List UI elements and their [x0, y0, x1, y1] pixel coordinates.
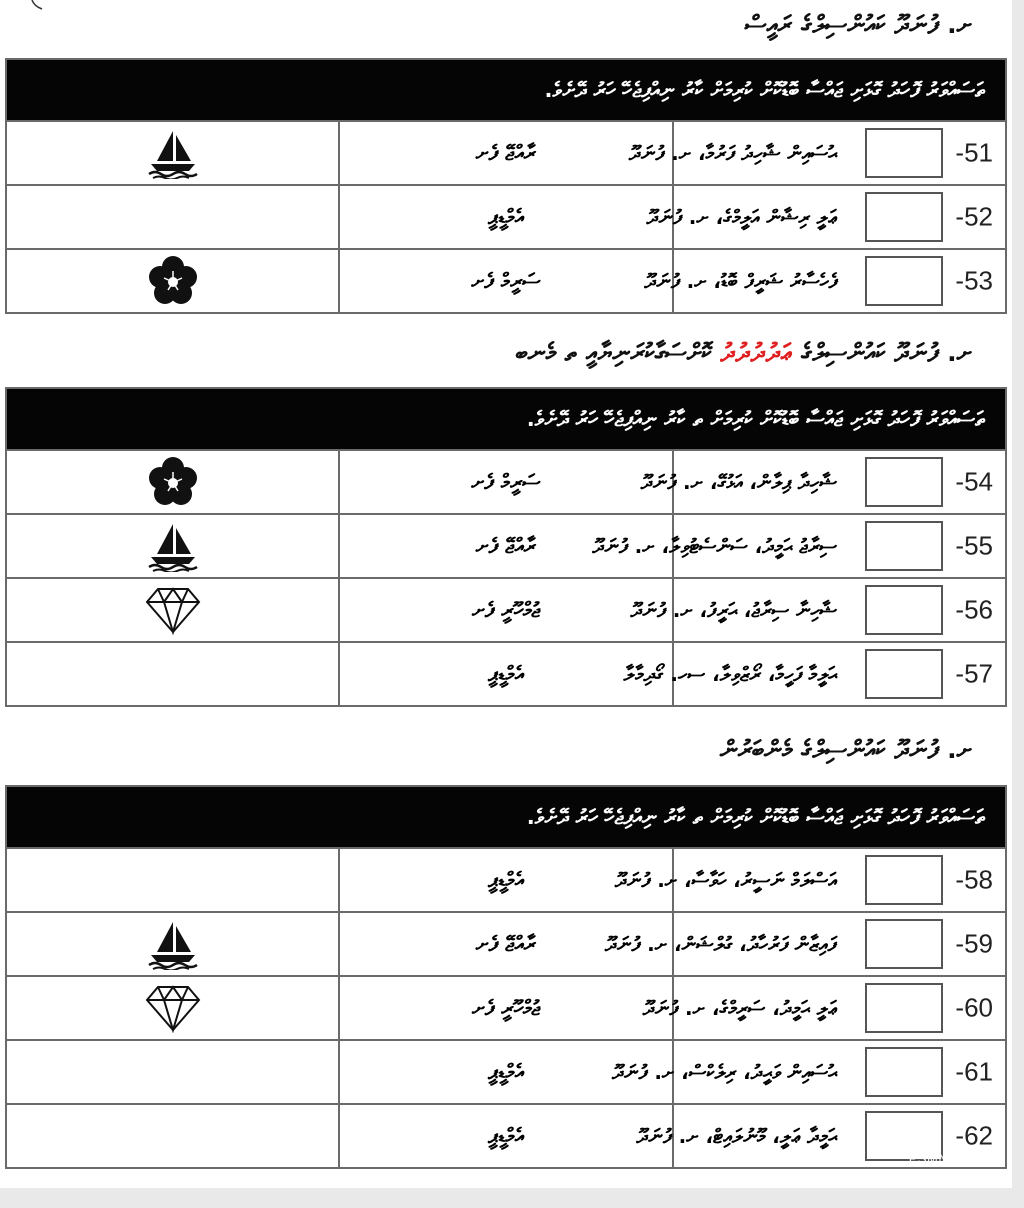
party-symbol-cell	[6, 578, 339, 642]
ballot-header-row	[6, 388, 1006, 450]
vote-checkbox[interactable]	[865, 521, 943, 571]
candidate-name: ޢަލީ ރިޝާން އަލީމްގެ، ށ. ފުނަދޫ	[646, 205, 837, 229]
candidate-cell	[604, 912, 1006, 976]
section-title-suffix: ކޮށްސަގާކުރަނިޔާއީ ތ މެނބ	[515, 338, 712, 367]
candidate-row	[6, 976, 1006, 1040]
section-title-highlight: ޢަދުދުދުދު	[720, 338, 793, 367]
vote-checkbox[interactable]	[865, 649, 943, 699]
candidate-name: ފެހެސާރު ޝަރީފް ބޮޑު، ށ. ފުނަދޫ	[644, 269, 837, 293]
candidate-cell	[644, 249, 1006, 313]
candidate-row	[6, 514, 1006, 578]
corner-mark-icon	[30, 0, 44, 10]
ballot-header-row	[6, 786, 1006, 848]
candidate-cell	[592, 514, 1006, 578]
candidate-name: ފައިޒާން ފަރުހާދު، ގުލްޝަން، ށ. ފުނަދޫ	[604, 932, 837, 956]
party-symbol-cell	[6, 514, 339, 578]
candidate-cell	[642, 976, 1006, 1040]
ballot-table	[5, 785, 1007, 1169]
candidate-cell	[628, 121, 1006, 185]
candidate-name: ޢަލީ ޙަމީދު، ސަރީމްގެ، ށ. ފުނަދޫ	[642, 996, 837, 1020]
party-symbol-cell	[6, 912, 339, 976]
candidate-name: ސިރާޖު ޙަމީދު، ސަންސެޓުވިލާ، ށ. ފުނަދޫ	[592, 534, 837, 558]
section-title	[720, 733, 972, 767]
candidate-cell	[646, 185, 1006, 249]
candidate-number: -61	[955, 1056, 993, 1087]
candidate-name: ޙަމީދާ ޢަލީ، މޫނުލައިޓް، ށ. ފުނަދޫ	[636, 1124, 837, 1148]
party-name: އެމްޑީޕީ	[339, 185, 672, 249]
ballot-table	[5, 387, 1007, 707]
ballot-instructions: ތަސައްވަރު ފޮހަދު ގޮޅަށި ޖައްސާ ބޮޑުކޮށް ކުރިމަށް ތ ކާރު ނިއްފިޖެހޭ ހަރު ދޭށެވެ.	[6, 786, 1006, 848]
candidate-row	[6, 1104, 1006, 1168]
ballot-table	[5, 58, 1007, 314]
section-title	[516, 336, 972, 370]
flower-icon	[7, 254, 338, 308]
candidate-row	[6, 249, 1006, 313]
vote-checkbox[interactable]	[865, 585, 943, 635]
vote-checkbox[interactable]	[865, 983, 943, 1033]
candidate-name: ޝާހިދާ ޕިލާން، އަޅުގޭ، ށ. ފުނަދޫ	[640, 470, 837, 494]
ballot-instructions: ތަސައްވަރު ފޮހަދު ގޮޅަށި ޖައްސާ ބޮޑުކޮށް ކުރިމަށް ކާރު ނިއްފިޖެހޭ ހަރު ދޭށެވެ.	[6, 59, 1006, 121]
candidate-cell	[612, 1040, 1006, 1104]
candidate-row	[6, 1040, 1006, 1104]
sailboat-icon	[7, 127, 338, 179]
candidate-number: -58	[955, 864, 993, 895]
candidate-cell	[623, 642, 1006, 706]
vote-checkbox[interactable]	[865, 855, 943, 905]
ballot-instructions: ތަސައްވަރު ފޮހަދު ގޮޅަށި ޖައްސާ ބޮޑުކޮށް ކުރިމަށް ތ ކާރު ނިއްފިޖެހޭ ހަރު ދޭށެވެ.	[6, 388, 1006, 450]
candidate-number: -59	[955, 928, 993, 959]
sailboat-icon	[7, 520, 338, 572]
vote-checkbox[interactable]	[865, 1047, 943, 1097]
section-title-text: ށ. ފުނަދޫ ކައުންސިލްގެ ރައީސް	[744, 10, 972, 39]
diamond-icon	[7, 983, 338, 1033]
party-symbol-cell	[6, 642, 339, 706]
section-title	[745, 8, 972, 42]
party-name: ސަރީމް ފެށ	[339, 249, 672, 313]
candidate-number: -51	[955, 137, 993, 168]
candidate-name: ޙުސައިން ޝާހިދު ފަރުމާ، ށ. ފުނަދޫ	[628, 141, 837, 165]
party-symbol-cell	[6, 121, 339, 185]
candidate-cell	[614, 848, 1006, 912]
candidate-number: -54	[955, 466, 993, 497]
party-name: ސަރީމް ފެށ	[339, 450, 672, 514]
candidate-number: -55	[955, 530, 993, 561]
candidate-row	[6, 185, 1006, 249]
party-name: އެމްޑީޕީ	[339, 1104, 672, 1168]
vote-checkbox[interactable]	[865, 457, 943, 507]
party-name: ރާއްޖޭ ފެށ	[339, 514, 672, 578]
candidate-name: އަސްލަމް ނަސީރު، ހަވާސާ، ށ. ފުނަދޫ	[614, 868, 837, 892]
candidate-row	[6, 848, 1006, 912]
party-name: އެމްޑީޕީ	[339, 642, 672, 706]
candidate-number: -60	[955, 992, 993, 1023]
party-symbol-cell	[6, 185, 339, 249]
candidate-row	[6, 450, 1006, 514]
candidate-cell	[630, 578, 1006, 642]
candidate-cell	[640, 450, 1006, 514]
party-symbol-cell	[6, 450, 339, 514]
party-name: އެމްޑީޕީ	[339, 848, 672, 912]
party-name: ޖުމްހޫރީ ފެށ	[339, 578, 672, 642]
party-name: ރާއްޖޭ ފެށ	[339, 912, 672, 976]
vote-checkbox[interactable]	[865, 128, 943, 178]
candidate-number: -53	[955, 265, 993, 296]
ballot-header-row	[6, 59, 1006, 121]
candidate-row	[6, 642, 1006, 706]
section-title-text: ށ. ފުނަދޫ ކައުންސިލްގެ	[801, 338, 972, 367]
section-title-text: ށ. ފުނަދޫ ކައުންސިލްގެ މެންބަރުން	[719, 735, 972, 764]
candidate-row	[6, 121, 1006, 185]
vote-checkbox[interactable]	[865, 256, 943, 306]
watermark: PSMNEWS.MV	[908, 1151, 1004, 1166]
candidate-number: -62	[955, 1120, 993, 1151]
candidate-name: ޝާހިނާ ސިރާޖު، ޙަރީފު، ށ. ފުނަދޫ	[630, 598, 837, 622]
party-name: ޖުމްހޫރީ ފެށ	[339, 976, 672, 1040]
candidate-row	[6, 578, 1006, 642]
candidate-number: -52	[955, 201, 993, 232]
candidate-name: ޙަލީމާ ފަހީމާ، ރޯޒްވިލާ، ސހ. ގޯދިމާލާ	[623, 662, 837, 686]
party-symbol-cell	[6, 1104, 339, 1168]
candidate-number: -57	[955, 658, 993, 689]
vote-checkbox[interactable]	[865, 192, 943, 242]
party-name: އެމްޑީޕީ	[339, 1040, 672, 1104]
candidate-number: -56	[955, 594, 993, 625]
candidate-name: ޙުސައިން ވަޙީދު، ރިލެކްސް، ށ. ފުނަދޫ	[612, 1060, 837, 1084]
party-name: ރާއްޖޭ ފެށ	[339, 121, 672, 185]
candidate-row	[6, 912, 1006, 976]
sailboat-icon	[7, 918, 338, 970]
party-symbol-cell	[6, 249, 339, 313]
diamond-icon	[7, 585, 338, 635]
flower-icon	[7, 455, 338, 509]
vote-checkbox[interactable]	[865, 919, 943, 969]
party-symbol-cell	[6, 848, 339, 912]
party-symbol-cell	[6, 1040, 339, 1104]
party-symbol-cell	[6, 976, 339, 1040]
